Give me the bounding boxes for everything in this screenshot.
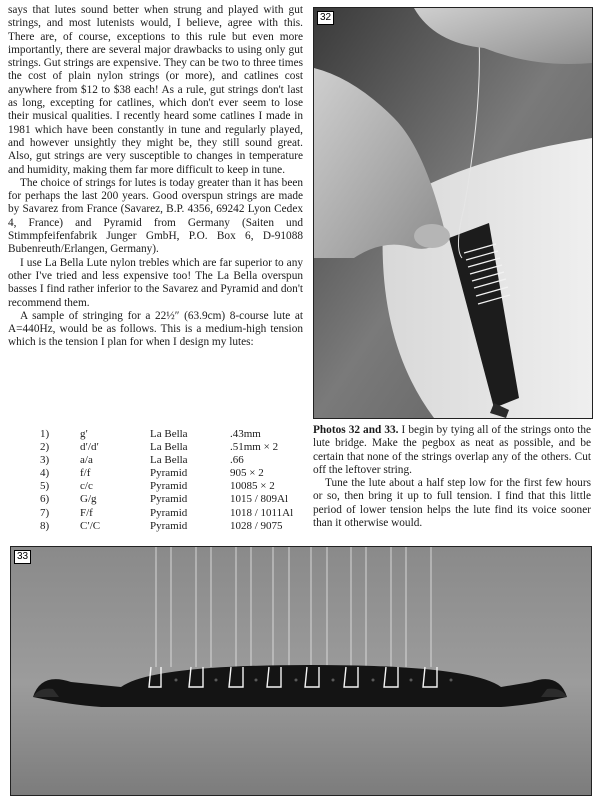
photo-32-badge: 32 bbox=[317, 11, 334, 25]
string-brand: Pyramid bbox=[150, 467, 188, 480]
body-paragraph-1: says that lutes sound better when strung and played with gut strings, and most lutenists would, I believe, agree with this. There are, of course, exceptions to this rule but even more importantly, there are several major drawbacks to using only gut strings. Gut strings are expensive. They can be two to three times the cost of plain nylon strings (or more), and catlines cost anywhere from $12 to $38 each! As a rule, gut strings don't last as long, excepting for catlines, which don't ever seem to lose their musical qualities. I recently heard some catlines I made in 1981 which have been constantly in tune and regularly played, and however unsightly they might be, they still sound great. Also, gut strings are very susceptible to changes in temperature and humidity, making them far more difficult to keep in tune. bbox=[8, 4, 304, 176]
photo-33-lute-bridge bbox=[10, 546, 592, 796]
course-notes: F/f bbox=[80, 506, 93, 519]
string-gauge: .43mm bbox=[230, 428, 261, 440]
caption-heading: Photos 32 and 33. bbox=[313, 424, 399, 436]
string-brand: La Bella bbox=[150, 454, 188, 467]
string-brand: Pyramid bbox=[150, 519, 188, 532]
string-gauge: 1015 / 809Al bbox=[230, 493, 289, 506]
body-paragraph-3: I use La Bella Lute nylon trebles which are far superior to any other I've tried and less expensive too! The La Bella overspun basses I find rather inferior to the Savarez and Pyramid and don't recommend them. bbox=[8, 256, 303, 309]
string-brand: Pyramid bbox=[150, 493, 188, 506]
string-gauge: 1028 / 9075 bbox=[230, 519, 283, 532]
course-number: 1) bbox=[40, 428, 50, 440]
string-gauge: 905 × 2 bbox=[230, 467, 264, 480]
string-brand: Pyramid bbox=[150, 480, 188, 493]
course-number: 5) bbox=[40, 480, 50, 493]
string-brand: La Bella bbox=[150, 441, 188, 454]
course-number: 7) bbox=[40, 506, 50, 519]
string-gauge: 10085 × 2 bbox=[230, 480, 275, 493]
body-text-column bbox=[8, 4, 303, 350]
course-notes: c/c bbox=[80, 480, 93, 493]
photo-32-tying-strings bbox=[313, 7, 593, 419]
course-number: 2) bbox=[40, 441, 50, 454]
caption-paragraph-1 bbox=[313, 424, 591, 477]
course-notes: G/g bbox=[80, 493, 97, 506]
course-notes: d′/d′ bbox=[80, 441, 99, 454]
course-notes: g′ bbox=[80, 428, 88, 440]
course-number: 8) bbox=[40, 519, 50, 532]
body-paragraph-4: A sample of stringing for a 22½″ (63.9cm) 8-course lute at A=440Hz, would be as follows. This is a medium-high tension which is the tension I plan for when I design my lutes: bbox=[8, 309, 303, 349]
string-gauge: 1018 / 1011Al bbox=[230, 506, 294, 519]
string-gauge: .66 bbox=[230, 454, 244, 467]
caption-text-1: I begin by tying all of the strings onto the lute bridge. Make the pegbox as neat as possible, and be certain that none of the strings overlap any of the others. Cut off the leftover string. bbox=[313, 424, 591, 476]
course-number: 4) bbox=[40, 467, 50, 480]
string-brand: Pyramid bbox=[150, 506, 188, 519]
photo-caption bbox=[313, 424, 591, 530]
photo-33-illustration bbox=[11, 547, 591, 795]
course-number: 6) bbox=[40, 493, 50, 506]
body-paragraph-2: The choice of strings for lutes is today greater than it has been for perhaps the last 200 years. Good overspun strings are made by Savarez from France (Savarez, B.P. 4356, 69242 Lyon Cedex 4, France) and Pyramid from Germany (Saiten und Stimmpfeifenfabrik Junger GmbH, P.O. Box 6, D-91088 Bubenreuth/Erlangen, Germany). bbox=[8, 176, 303, 256]
string-brand: La Bella bbox=[150, 428, 188, 440]
course-number: 3) bbox=[40, 454, 50, 467]
photo-32-illustration bbox=[314, 8, 592, 418]
photo-33-badge: 33 bbox=[14, 550, 31, 564]
course-notes: C′/C bbox=[80, 519, 101, 532]
caption-text-2: Tune the lute about a half step low for the first few hours or so, then bring it up to full tension. I find that this little period of lower tension helps the lute find its voice sooner than it otherwise would. bbox=[313, 477, 591, 530]
course-notes: f/f bbox=[80, 467, 91, 480]
string-gauge: .51mm × 2 bbox=[230, 441, 279, 454]
course-notes: a/a bbox=[80, 454, 93, 467]
